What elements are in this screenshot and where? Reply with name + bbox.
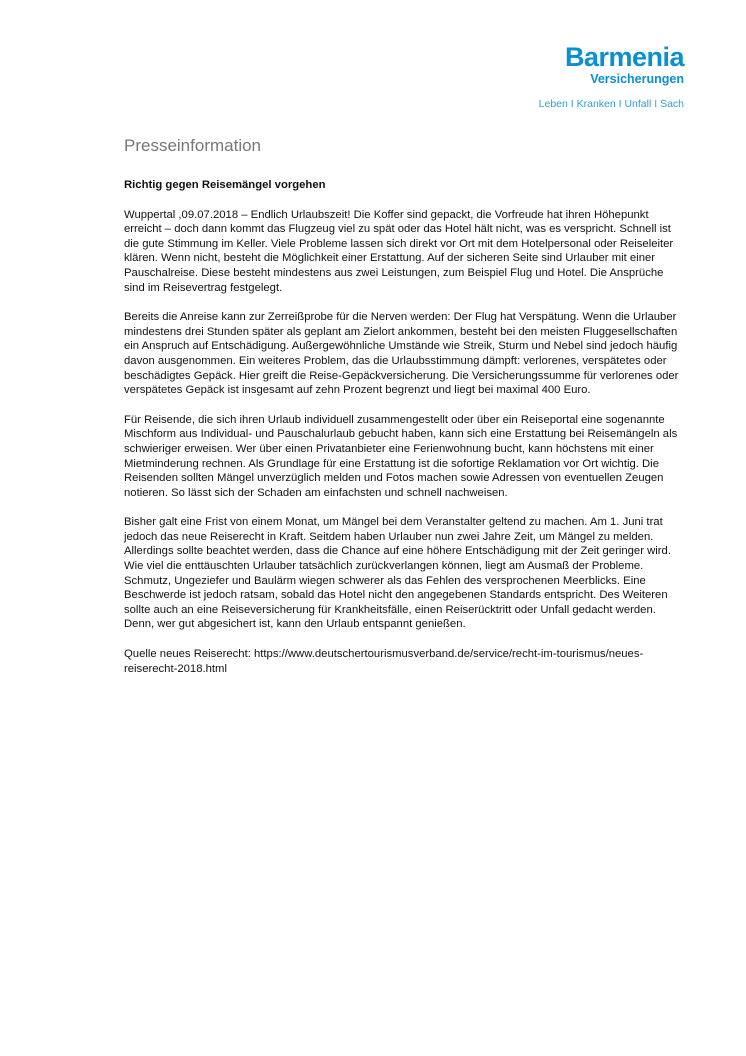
paragraph-3: Für Reisende, die sich ihren Urlaub individuell zusammengestellt oder über ein Reiseportal eine sogenannte Mischform aus Individual- und Pauschalurlaub gebucht haben, kann sich eine Erstattung bei Reisemängeln als schwieriger erweisen. Wer über einen Privatanbieter eine Ferienwohnung bucht, kann höchstens mit einer Mietminderung rechnen. Als Grundlage für eine Erstattung ist die sofortige Reklamation vor Ort wichtig. Die Reisenden sollten Mängel unverzüglich melden und Fotos machen sowie Adressen von eventuellen Zeugen notieren. So lässt sich der Schaden am einfachsten und schnell nachweisen. xyxy=(124,413,678,499)
logo-name: Barmenia xyxy=(564,42,684,72)
paragraph-4: Bisher galt eine Frist von einem Monat, um Mängel bei dem Veranstalter geltend zu machen. Am 1. Juni trat jedoch das neue Reiserecht in Kraft. Seitdem haben Urlauber nun zwei Jahre Zeit, um Mängel zu melden. Allerdings sollte beachtet werden, dass die Chance auf eine höhere Entschädigung mit der Zeit geringer wird. Wie viel die enttäuschten Urlauber tatsächlich zurückverlangen können, liegt am Ausmaß der Probleme. Schmutz, Ungeziefer und Baulärm wiegen schwerer als das Fehlen des versprochenen Meerblicks. Eine Beschwerde ist jedoch ratsam, sobald das Hotel nicht den angegebenen Standards entspricht. Des Weiteren sollte auch an eine Reiseversicherung für Krankheitsfälle, einen Reiserücktritt oder Unfall gedacht werden. Denn, wer gut abgesichert ist, kann den Urlaub entspannt genießen. xyxy=(124,516,671,631)
source-reference: Quelle neues Reiserecht: https://www.deutschertourismusverband.de/service/recht-im-tourismus/neues-reiserecht-2018.html xyxy=(124,648,644,675)
paragraph-1: Wuppertal ,09.07.2018 – Endlich Urlaubszeit! Die Koffer sind gepackt, die Vorfreude hat ihren Höhepunkt erreicht – doch dann kommt das Flugzeug viel zu spät oder das Hotel hält nicht, was es verspricht. Schnell ist die gute Stimmung im Keller. Viele Probleme lassen sich direkt vor Ort mit dem Hotelpersonal oder Reiseleiter klären. Wenn nicht, besteht die Möglichkeit einer Erstattung. Auf der sicheren Seite sind Urlauber mit einer Pauschalreise. Diese besteht mindestens aus zwei Leistungen, zum Beispiel Flug und Hotel. Die Ansprüche sind im Reisevertrag festgelegt. xyxy=(124,208,674,294)
logo-tagline: Leben I Kranken I Unfall I Sach xyxy=(538,98,684,110)
press-release-body xyxy=(124,178,680,691)
barmenia-logo xyxy=(539,44,684,111)
paragraph-2: Bereits die Anreise kann zur Zerreißprobe für die Nerven werden: Der Flug hat Verspätung. Wenn die Urlauber mindestens drei Stunden später als geplant am Zielort ankommen, besteht bei den meisten Fluggesellschaften ein Anspruch auf Entschädigung. Außergewöhnliche Umstände wie Streik, Sturm und Nebel sind jedoch häufig davon ausgenommen. Ein weiteres Problem, das die Urlaubsstimmung dämpft: verlorenes, verspätetes oder beschädigtes Gepäck. Hier greift die Reise-Gepäckversicherung. Die Versicherungssumme für verlorenes oder verspätetes Gepäck ist insgesamt auf zehn Prozent begrenzt und liegt bei maximal 400 Euro. xyxy=(124,311,679,397)
logo-subtitle: Versicherungen xyxy=(590,72,684,86)
page-heading: Presseinformation xyxy=(124,136,262,155)
article-title: Richtig gegen Reisemängel vorgehen xyxy=(124,179,326,191)
